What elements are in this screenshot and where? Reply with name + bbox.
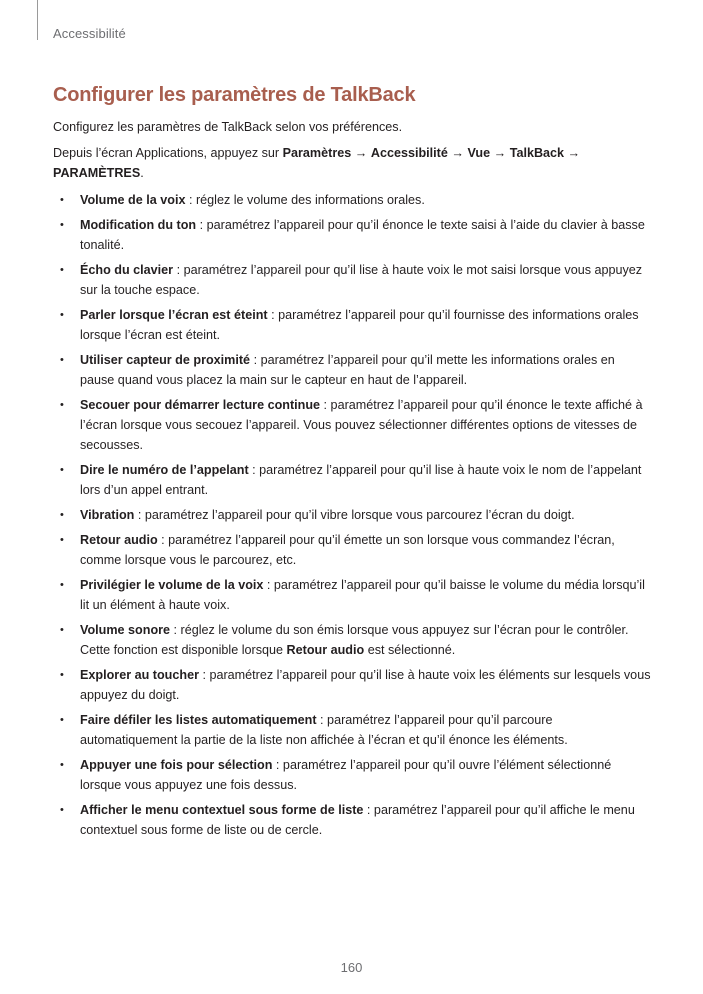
option-description: : paramétrez l’appareil pour qu’il lise à haute voix le mot saisi lorsque vous appuyez sur la touche espace. bbox=[80, 263, 643, 297]
option-term: Volume de la voix bbox=[80, 193, 186, 207]
option-description: : paramétrez l’appareil pour qu’il lise à haute voix les éléments sur lesquels vous appuyez du doigt. bbox=[80, 668, 651, 702]
list-item bbox=[53, 460, 651, 500]
bullet: • bbox=[60, 219, 64, 231]
list-item bbox=[53, 800, 651, 840]
option-term: Modification du ton bbox=[80, 218, 197, 232]
nav-arrow: → bbox=[447, 146, 468, 160]
list-item bbox=[53, 395, 651, 455]
nav-suffix: . bbox=[140, 166, 144, 180]
bullet: • bbox=[60, 579, 64, 591]
nav-step-parametres-caps: PARAMÈTRES bbox=[53, 166, 141, 180]
option-description: : paramétrez l’appareil pour qu’il lise à haute voix le nom de l’appelant lors d’un appel entrant. bbox=[80, 463, 642, 497]
nav-arrow: → bbox=[351, 146, 371, 160]
header-divider bbox=[37, 0, 38, 40]
navigation-path bbox=[53, 143, 651, 183]
nav-step-vue: Vue bbox=[467, 146, 491, 160]
option-description: : paramétrez l’appareil pour qu’il parcoure automatiquement la partie de la liste non affichée à l’écran et qu’il énonce les éléments. bbox=[80, 713, 568, 747]
bullet: • bbox=[60, 464, 64, 476]
section-label: Accessibilité bbox=[53, 26, 126, 41]
option-term: Retour audio bbox=[80, 533, 158, 547]
inline-setting-name: Retour audio bbox=[286, 643, 365, 657]
nav-prefix: Depuis l’écran Applications, appuyez sur bbox=[53, 146, 283, 160]
list-item bbox=[53, 260, 651, 300]
option-description: : paramétrez l’appareil pour qu’il fournisse des informations orales lorsque l’écran est éteint. bbox=[80, 308, 639, 342]
bullet: • bbox=[60, 759, 64, 771]
list-item bbox=[53, 530, 651, 570]
list-item bbox=[53, 710, 651, 750]
nav-step-accessibilite: Accessibilité bbox=[370, 146, 448, 160]
bullet: • bbox=[60, 399, 64, 411]
option-description: : paramétrez l’appareil pour qu’il énonce le texte saisi à l’aide du clavier à basse tonalité. bbox=[80, 218, 645, 252]
option-term: Utiliser capteur de proximité bbox=[80, 353, 251, 367]
option-description: : réglez le volume des informations orales. bbox=[185, 193, 425, 207]
list-item bbox=[53, 755, 651, 795]
option-description: : paramétrez l’appareil pour qu’il affiche le menu contextuel sous forme de liste ou de cercle. bbox=[80, 803, 635, 837]
option-term: Explorer au toucher bbox=[80, 668, 199, 682]
bullet: • bbox=[60, 354, 64, 366]
list-item bbox=[53, 665, 651, 705]
option-description: : paramétrez l’appareil pour qu’il ouvre l’élément sélectionné lorsque vous appuyez une fois dessus. bbox=[80, 758, 612, 792]
option-description: : paramétrez l’appareil pour qu’il baisse le volume du média lorsqu’il lit un élément à haute voix. bbox=[80, 578, 645, 612]
option-description-end: est sélectionné. bbox=[364, 643, 456, 657]
option-term: Parler lorsque l’écran est éteint bbox=[80, 308, 268, 322]
bullet: • bbox=[60, 509, 64, 521]
list-item bbox=[53, 215, 651, 255]
list-item bbox=[53, 190, 651, 210]
bullet: • bbox=[60, 264, 64, 276]
option-term: Privilégier le volume de la voix bbox=[80, 578, 264, 592]
bullet: • bbox=[60, 624, 64, 636]
list-item bbox=[53, 350, 651, 390]
option-term: Appuyer une fois pour sélection bbox=[80, 758, 273, 772]
option-term: Faire défiler les listes automatiquement bbox=[80, 713, 317, 727]
option-description: : paramétrez l’appareil pour qu’il mette les informations orales en pause quand vous placez la main sur le capteur en haut de l’appareil. bbox=[80, 353, 615, 387]
nav-step-parametres: Paramètres bbox=[282, 146, 352, 160]
option-description: : paramétrez l’appareil pour qu’il émette un son lorsque vous commandez l’écran, comme lorsque vous le parcourez, etc. bbox=[80, 533, 615, 567]
page-number: 160 bbox=[340, 960, 363, 975]
nav-step-talkback: TalkBack bbox=[509, 146, 565, 160]
bullet: • bbox=[60, 804, 64, 816]
option-description: : paramétrez l’appareil pour qu’il vibre lorsque vous parcourez l’écran du doigt. bbox=[134, 508, 575, 522]
bullet: • bbox=[60, 714, 64, 726]
list-item bbox=[53, 575, 651, 615]
bullet: • bbox=[60, 669, 64, 681]
nav-arrow: → bbox=[490, 146, 510, 160]
bullet: • bbox=[60, 194, 64, 206]
option-term: Afficher le menu contextuel sous forme de liste bbox=[80, 803, 364, 817]
option-term: Dire le numéro de l’appelant bbox=[80, 463, 249, 477]
bullet: • bbox=[60, 534, 64, 546]
option-term: Écho du clavier bbox=[80, 263, 174, 277]
option-term: Vibration bbox=[80, 508, 135, 522]
option-term: Secouer pour démarrer lecture continue bbox=[80, 398, 321, 412]
option-list bbox=[53, 190, 651, 840]
page-content bbox=[53, 117, 651, 845]
option-description: : réglez le volume du son émis lorsque vous appuyez sur l’écran pour le contrôler. Cette fonction est disponible lorsque bbox=[80, 623, 629, 657]
list-item bbox=[53, 305, 651, 345]
intro-text: Configurez les paramètres de TalkBack selon vos préférences. bbox=[53, 120, 403, 134]
list-item bbox=[53, 620, 651, 660]
list-item bbox=[53, 505, 651, 525]
option-term: Volume sonore bbox=[80, 623, 171, 637]
page-title: Configurer les paramètres de TalkBack bbox=[53, 84, 416, 106]
nav-arrow: → bbox=[564, 146, 581, 160]
option-description: : paramétrez l’appareil pour qu’il énonce le texte affiché à l’écran lorsque vous secouez l’appareil. Vous pouvez sélectionner différentes options de vitesses de secousses. bbox=[80, 398, 643, 452]
bullet: • bbox=[60, 309, 64, 321]
